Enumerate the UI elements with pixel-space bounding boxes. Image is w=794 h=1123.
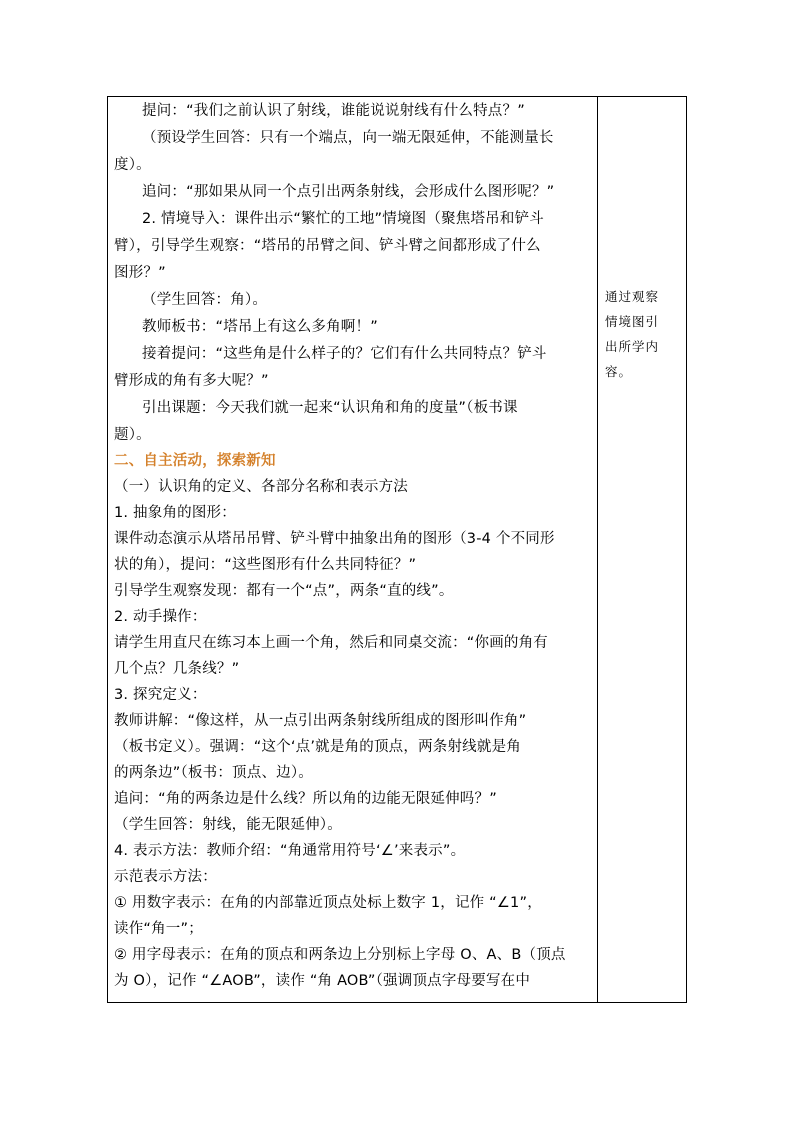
text-line: 追问：“那如果从同一个点引出两条射线，会形成什么图形呢？” [142, 184, 555, 200]
text-line: 2. 动手操作： [114, 609, 207, 625]
text-line: 3. 探究定义： [114, 687, 207, 703]
text-line: 课件动态演示从塔吊吊臂、铲斗臂中抽象出角的图形（3-4 个不同形 [114, 531, 555, 547]
text-line: （预设学生回答：只有一个端点，向一端无限延伸，不能测量长 [142, 130, 554, 146]
text-line: （学生回答：射线，能无限延伸）。 [114, 817, 342, 833]
text-line: 示范表示方法： [114, 869, 217, 885]
text-line: 提问：“我们之前认识了射线，谁能说说射线有什么特点？” [142, 103, 525, 119]
text-line: ① 用数字表示：在角的内部靠近顶点处标上数字 1，记作 “∠1”， [114, 895, 542, 911]
text-line: 题）。 [114, 427, 151, 443]
side-note-line: 通过观察 [605, 289, 660, 304]
text-line: 的两条边”（板书：顶点、边）。 [114, 765, 314, 781]
text-line: 为 O），记作 “∠AOB”，读作 “角 AOB”（强调顶点字母要写在中 [114, 973, 531, 989]
text-line: 读作“角一”； [114, 921, 203, 937]
text-line: 1. 抽象角的图形： [114, 505, 236, 521]
lesson-table [107, 96, 687, 1003]
side-note-line: 出所学内 [605, 339, 660, 354]
text-line: （一）认识角的定义、各部分名称和表示方法 [114, 479, 408, 495]
text-line: 2. 情境导入：课件出示“繁忙的工地”情境图（聚焦塔吊和铲斗 [142, 211, 544, 227]
text-line: 臂），引导学生观察：“塔吊的吊臂之间、铲斗臂之间都形成了什么 [114, 238, 541, 254]
text-line: 状的角），提问：“这些图形有什么共同特征？” [114, 557, 417, 573]
text-line: 请学生用直尺在练习本上画一个角，然后和同桌交流：“你画的角有 [114, 635, 549, 651]
section-heading: 二、自主活动，探索新知 [114, 453, 276, 469]
text-line: （学生回答：角）。 [142, 292, 268, 308]
column-divider [597, 97, 598, 1002]
text-line: 度）。 [114, 157, 151, 173]
side-note-line: 容。 [605, 364, 633, 379]
text-line: 教师板书：“塔吊上有这么多角啊！” [142, 319, 378, 335]
text-line: 4. 表示方法：教师介绍：“角通常用符号‘∠’来表示”。 [114, 843, 466, 859]
text-line: 追问：“角的两条边是什么线？所以角的边能无限延伸吗？” [114, 791, 497, 807]
side-note-line: 情境图引 [605, 314, 660, 329]
text-line: 引导学生观察发现：都有一个“点”，两条“直的线”。 [114, 583, 454, 599]
text-line: 臂形成的角有多大呢？” [114, 373, 269, 389]
text-line: 引出课题：今天我们就一起来“认识角和角的度量”（板书课 [142, 400, 518, 416]
text-line: 教师讲解：“像这样，从一点引出两条射线所组成的图形叫作角” [114, 713, 527, 729]
text-line: 几个点？几条线？” [114, 661, 240, 677]
text-line: ② 用字母表示：在角的顶点和两条边上分别标上字母 O、A、B（顶点 [114, 947, 566, 963]
text-line: （板书定义）。强调：“这个‘点’就是角的顶点，两条射线就是角 [114, 739, 521, 755]
text-line: 接着提问：“这些角是什么样子的？它们有什么共同特点？铲斗 [142, 346, 547, 362]
text-line: 图形？” [114, 265, 166, 281]
